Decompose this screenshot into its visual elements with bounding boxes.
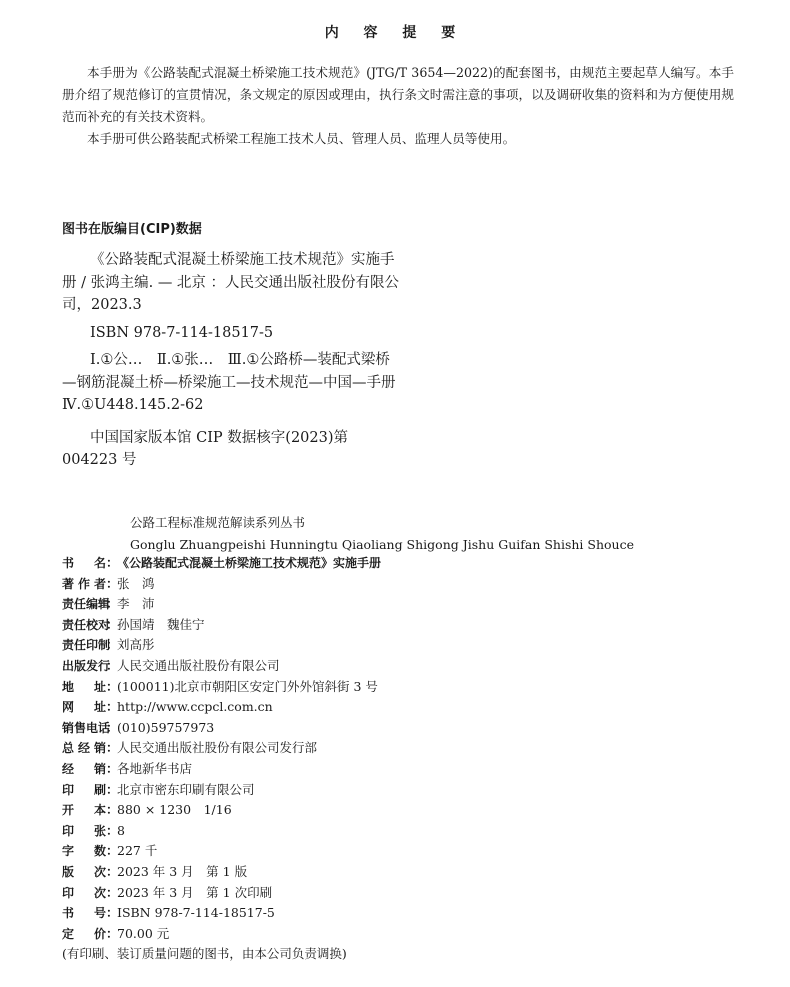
summary-title: 内 容 提 要: [324, 25, 466, 41]
colophon-label: 责任编辑: [62, 597, 111, 612]
colophon-label: 地址: [62, 679, 106, 694]
colophon-row: [62, 780, 381, 801]
colophon-label: 责任印制: [62, 638, 111, 653]
summary-paragraph: 本手册为《公路装配式混凝土桥梁施工技术规范》(JTG/T 3654—2022)的配套图书，由规范主要起草人编写。本手册介绍了规范修订的宣贯情况，条文规定的原因或理由，执行条文时需注意的事项，以及调研收集的资料和为方便使用规范而补充的有关技术资料。: [62, 65, 734, 124]
colophon-row: [62, 759, 381, 780]
colophon-row: [62, 718, 381, 739]
colophon-label: 字数: [62, 844, 106, 859]
colophon-value: 8: [117, 822, 125, 838]
colophon-colon: ：: [106, 905, 119, 921]
colophon-label: 印刷: [62, 782, 106, 797]
colophon-value: 张 鸿: [117, 575, 155, 591]
colophon-label: 书号: [62, 906, 106, 921]
colophon: [62, 553, 381, 965]
colophon-value: 刘高彤: [117, 637, 155, 653]
cip-title-line: 《公路装配式混凝土桥梁施工技术规范》实施手册 / 张鸿主编. — 北京 ：人民交通出版社股份有限公司，2023.3: [62, 252, 400, 313]
colophon-row: [62, 594, 381, 615]
colophon-colon: ：: [106, 884, 119, 900]
colophon-value: 227 千: [117, 843, 158, 859]
colophon-value: 各地新华书店: [117, 760, 193, 776]
colophon-label: 经销: [62, 761, 106, 776]
colophon-value: 70.00 元: [117, 925, 170, 941]
cip-record-number: 中国国家版本馆 CIP 数据核字(2023)第 004223 号: [62, 429, 349, 468]
colophon-label: 出版发行: [62, 658, 111, 673]
colophon-row: [62, 862, 381, 883]
colophon-colon: ：: [106, 863, 119, 879]
colophon-colon: ：: [106, 843, 119, 859]
series-pinyin: Gonglu Zhuangpeishi Hunningtu Qiaoliang Shigong Jishu Guifan Shishi Shouce: [130, 537, 634, 552]
colophon-value: 李 沛: [117, 596, 155, 612]
cip-data: [62, 249, 410, 472]
colophon-label: 销售电话: [62, 720, 111, 735]
colophon-row: [62, 677, 381, 698]
colophon-value: (100011)北京市朝阳区安定门外外馆斜街 3 号: [117, 678, 378, 694]
colophon-label: 版次: [62, 864, 106, 879]
colophon-row: [62, 841, 381, 862]
colophon-row: [62, 553, 381, 574]
colophon-value: 北京市密东印刷有限公司: [117, 781, 255, 797]
colophon-colon: ：: [106, 781, 119, 797]
colophon-row: [62, 821, 381, 842]
colophon-row: [62, 574, 381, 595]
colophon-value: 2023 年 3 月 第 1 版: [117, 863, 248, 879]
colophon-colon: ：: [106, 555, 119, 570]
colophon-colon: ：: [106, 925, 119, 941]
colophon-row: [62, 635, 381, 656]
colophon-row: [62, 656, 381, 677]
colophon-row: [62, 738, 381, 759]
cip-classification: Ⅰ.①公… Ⅱ.①张… Ⅲ.①公路桥—装配式梁桥—钢筋混凝土桥—桥梁施工—技术规范—中国—手册 Ⅳ.①U448.145.2-62: [62, 352, 410, 413]
colophon-label: 网址: [62, 700, 106, 715]
colophon-value: 880 × 1230 1/16: [117, 802, 232, 818]
colophon-colon: ：: [106, 596, 119, 612]
colophon-colon: ：: [106, 616, 119, 632]
colophon-colon: ：: [106, 802, 119, 818]
colophon-colon: ：: [106, 719, 119, 735]
series-name: 公路工程标准规范解读系列丛书: [130, 515, 306, 530]
colophon-label: 开本: [62, 803, 106, 818]
colophon-value: ISBN 978-7-114-18517-5: [117, 905, 275, 921]
series-info: [130, 512, 634, 556]
colophon-label: 印张: [62, 823, 106, 838]
colophon-row: [62, 883, 381, 904]
cip-isbn: ISBN 978-7-114-18517-5: [90, 324, 274, 341]
colophon-value: 人民交通出版社股份有限公司: [117, 657, 280, 673]
colophon-row: [62, 697, 381, 718]
colophon-label: 印次: [62, 885, 106, 900]
colophon-label: 著作者: [62, 576, 106, 591]
colophon-row: [62, 903, 381, 924]
colophon-colon: ：: [106, 637, 119, 653]
colophon-value: 人民交通出版社股份有限公司发行部: [117, 740, 318, 756]
colophon-label: 责任校对: [62, 617, 111, 632]
summary-text: [62, 62, 734, 150]
colophon-value: 《公路装配式混凝土桥梁施工技术规范》实施手册: [117, 556, 382, 570]
colophon-colon: ：: [106, 699, 119, 715]
cip-heading: 图书在版编目(CIP)数据: [62, 222, 202, 237]
colophon-value: (010)59757973: [117, 719, 215, 735]
colophon-row: [62, 924, 381, 945]
colophon-label: 书名: [62, 556, 106, 570]
colophon-colon: ：: [106, 678, 119, 694]
colophon-row: [62, 800, 381, 821]
colophon-colon: ：: [106, 822, 119, 838]
colophon-row: [62, 615, 381, 636]
colophon-label: 定价: [62, 926, 106, 941]
quality-note: (有印刷、装订质量问题的图书，由本公司负责调换): [62, 946, 347, 962]
colophon-colon: ：: [106, 657, 119, 673]
colophon-colon: ：: [106, 740, 119, 756]
summary-paragraph: 本手册可供公路装配式桥梁工程施工技术人员、管理人员、监理人员等使用。: [87, 131, 516, 146]
colophon-value: http://www.ccpcl.com.cn: [117, 699, 273, 715]
colophon-colon: ：: [106, 760, 119, 776]
colophon-label: 总经销: [62, 741, 106, 756]
colophon-value: 2023 年 3 月 第 1 次印刷: [117, 884, 273, 900]
colophon-colon: ：: [106, 575, 119, 591]
colophon-value: 孙国靖 魏佳宁: [117, 616, 205, 632]
